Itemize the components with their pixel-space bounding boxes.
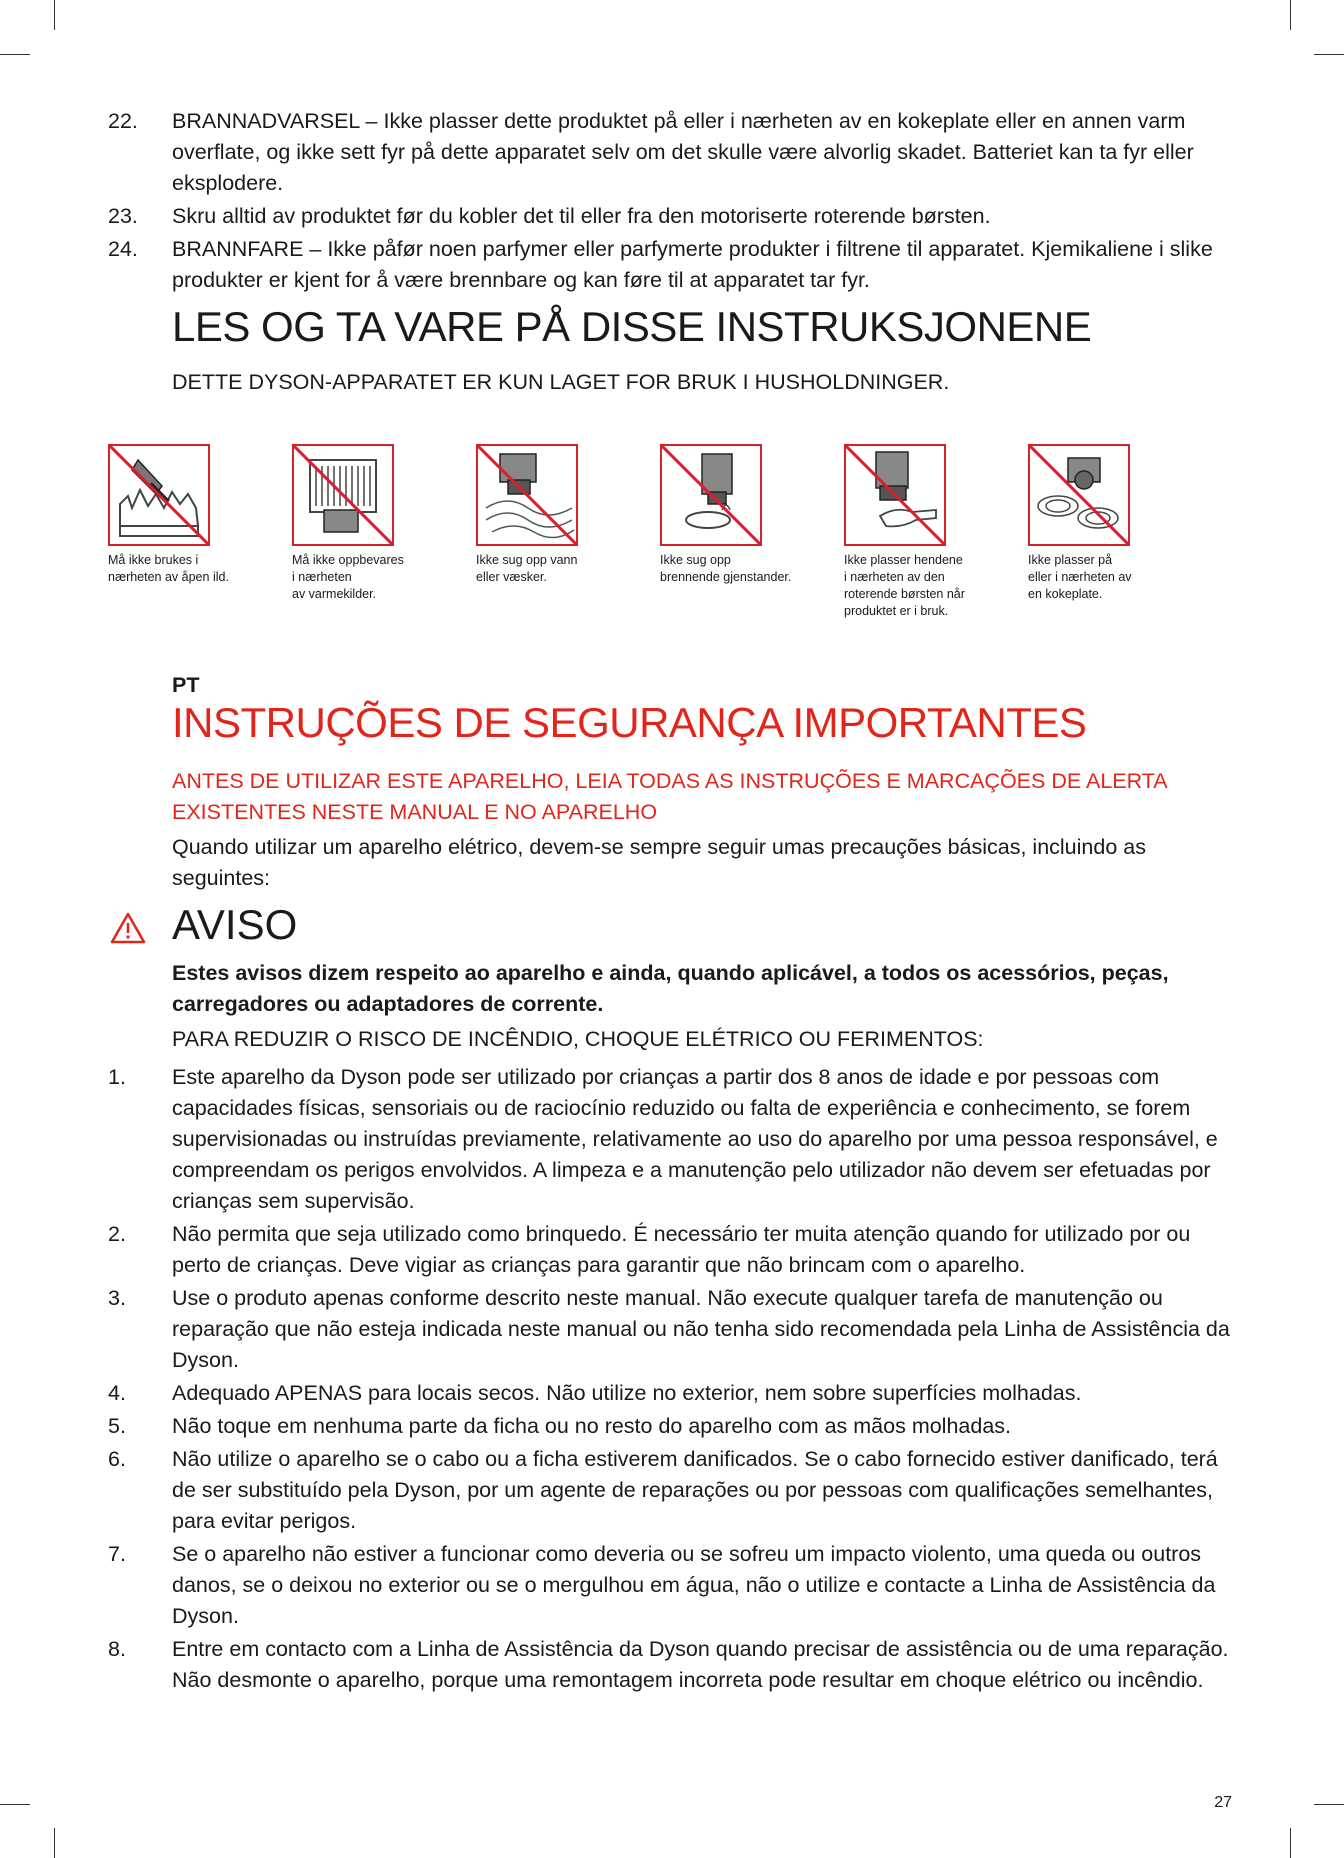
list-item bbox=[0, 1283, 1344, 1376]
portuguese-heading: INSTRUÇÕES DE SEGURANÇA IMPORTANTES bbox=[172, 699, 1087, 746]
list-item bbox=[0, 1411, 1344, 1442]
item-text: Este aparelho da Dyson pode ser utilizado por crianças a partir dos 8 anos de idade e por pessoas com capacidades físicas, sensoriais ou de raciocínio reduzido ou falta de experiência e conhecimento, se forem supervisionadas ou instruídas previamente, relativamente ao uso do aparelho por uma pessoa responsável, e compreendam os perigos envolvidos. A limpeza e a manutenção pelo utilizador não devem ser efetuadas por crianças sem supervisão. bbox=[172, 1065, 1218, 1213]
item-text: Se o aparelho não estiver a funcionar como deveria ou se sofreu um impacto violento, uma queda ou outros danos, se o deixou no exterior ou se o mergulhou em água, não o utilize e contacte a Linha de Assistência da Dyson. bbox=[172, 1542, 1216, 1628]
crop-mark bbox=[1314, 1804, 1344, 1805]
warning-header bbox=[108, 900, 708, 956]
pictogram-caption: Må ikke brukes i nærheten av åpen ild. bbox=[108, 553, 229, 584]
portuguese-safety-list bbox=[0, 1062, 1344, 1698]
portuguese-intro: Quando utilizar um aparelho elétrico, devem-se sempre seguir umas precauções básicas, incluindo as seguintes: bbox=[172, 835, 1146, 890]
norwegian-subheading: DETTE DYSON-APPARATET ER KUN LAGET FOR BRUK I HUSHOLDNINGER. bbox=[172, 370, 950, 394]
language-code: PT bbox=[172, 673, 200, 697]
crop-mark bbox=[54, 1828, 55, 1858]
item-number: 22. bbox=[108, 109, 138, 133]
list-item bbox=[0, 1062, 1344, 1217]
item-number: 3. bbox=[108, 1286, 126, 1310]
crop-mark bbox=[1290, 1828, 1291, 1858]
pictogram-open-fire bbox=[108, 444, 270, 586]
crop-mark bbox=[1290, 0, 1291, 30]
item-number: 8. bbox=[108, 1637, 126, 1661]
item-number: 7. bbox=[108, 1542, 126, 1566]
pictogram-burning-objects bbox=[660, 444, 822, 586]
item-text: BRANNFARE – Ikke påfør noen parfymer eller parfymerte produkter i filtrene til apparatet. Kjemikaliene i slike produkter er kjent for å være brennbare og kan føre til at apparatet tar fyr. bbox=[172, 237, 1213, 292]
hands-brush-icon bbox=[844, 444, 946, 546]
heat-source-icon bbox=[292, 444, 394, 546]
item-number: 4. bbox=[108, 1381, 126, 1405]
item-number: 2. bbox=[108, 1222, 126, 1246]
pictogram-caption: Ikke sug opp brennende gjenstander. bbox=[660, 553, 792, 584]
item-text: Não permita que seja utilizado como brinquedo. É necessário ter muita atenção quando for utilizado por ou perto de crianças. Deve vigiar as crianças para garantir que não brincam com o aparelho. bbox=[172, 1222, 1191, 1277]
open-fire-icon bbox=[108, 444, 210, 546]
norwegian-heading: LES OG TA VARE PÅ DISSE INSTRUKSJONENE bbox=[172, 303, 1092, 350]
item-text: Adequado APENAS para locais secos. Não utilize no exterior, nem sobre superfícies molhadas. bbox=[172, 1381, 1082, 1405]
item-number: 1. bbox=[108, 1065, 126, 1089]
pictogram-caption: Må ikke oppbevares i nærheten av varmekilder. bbox=[292, 553, 404, 601]
pictogram-caption: Ikke plasser på eller i nærheten av en kokeplate. bbox=[1028, 553, 1132, 601]
warning-text: Estes avisos dizem respeito ao aparelho e ainda, quando aplicável, a todos os acessórios, peças, carregadores ou adaptadores de corrente. bbox=[172, 961, 1169, 1016]
warning-title: AVISO bbox=[172, 901, 298, 948]
list-item bbox=[0, 106, 1344, 199]
item-text: BRANNADVARSEL – Ikke plasser dette produktet på eller i nærheten av en kokeplate eller en annen varm overflate, og ikke sett fyr på dette apparatet selv om det skulle være alvorlig skadet. Batteriet kan ta fyr eller eksplodere. bbox=[172, 109, 1194, 195]
norwegian-safety-list bbox=[0, 106, 1344, 298]
crop-mark bbox=[0, 1804, 30, 1805]
pictogram-hob bbox=[1028, 444, 1190, 603]
water-icon bbox=[476, 444, 578, 546]
item-text: Não utilize o aparelho se o cabo ou a ficha estiverem danificados. Se o cabo fornecido estiver danificado, terá de ser substituído pela Dyson, por um agente de reparações ou por pessoas com qualificações semelhantes, para evitar perigos. bbox=[172, 1447, 1218, 1533]
warning-triangle-icon bbox=[110, 912, 146, 949]
warning-subheading: PARA REDUZIR O RISCO DE INCÊNDIO, CHOQUE ELÉTRICO OU FERIMENTOS: bbox=[172, 1027, 984, 1051]
item-text: Entre em contacto com a Linha de Assistência da Dyson quando precisar de assistência ou de uma reparação. Não desmonte o aparelho, porque uma remontagem incorreta pode resultar em choque elétrico ou incêndio. bbox=[172, 1637, 1229, 1692]
page-number: 27 bbox=[1214, 1794, 1232, 1811]
list-item bbox=[0, 1634, 1344, 1696]
pictogram-hands-brush bbox=[844, 444, 1006, 620]
list-item bbox=[0, 1539, 1344, 1632]
item-text: Use o produto apenas conforme descrito neste manual. Não execute qualquer tarefa de manutenção ou reparação que não esteja indicada neste manual ou não tenha sido recomendada pela Linha de Assistência da Dyson. bbox=[172, 1286, 1230, 1372]
pictogram-water bbox=[476, 444, 638, 586]
crop-mark bbox=[54, 0, 55, 30]
item-number: 23. bbox=[108, 204, 138, 228]
list-item bbox=[0, 1219, 1344, 1281]
pictogram-heat-source bbox=[292, 444, 454, 603]
crop-mark bbox=[0, 54, 30, 55]
pictogram-caption: Ikke plasser hendene i nærheten av den roterende børsten når produktet er i bruk. bbox=[844, 553, 965, 618]
burning-objects-icon bbox=[660, 444, 762, 546]
list-item bbox=[0, 234, 1344, 296]
portuguese-red-subheading: ANTES DE UTILIZAR ESTE APARELHO, LEIA TODAS AS INSTRUÇÕES E MARCAÇÕES DE ALERTA EXISTENTES NESTE MANUAL E NO APARELHO bbox=[172, 769, 1167, 824]
item-text: Não toque em nenhuma parte da ficha ou no resto do aparelho com as mãos molhadas. bbox=[172, 1414, 1012, 1438]
item-number: 6. bbox=[108, 1447, 126, 1471]
safety-pictograms bbox=[108, 444, 1236, 624]
item-number: 24. bbox=[108, 237, 138, 261]
pictogram-caption: Ikke sug opp vann eller væsker. bbox=[476, 553, 578, 584]
item-number: 5. bbox=[108, 1414, 126, 1438]
hob-icon bbox=[1028, 444, 1130, 546]
list-item bbox=[0, 1378, 1344, 1409]
item-text: Skru alltid av produktet før du kobler det til eller fra den motoriserte roterende børsten. bbox=[172, 204, 991, 228]
list-item bbox=[0, 1444, 1344, 1537]
crop-mark bbox=[1314, 54, 1344, 55]
list-item bbox=[0, 201, 1344, 232]
